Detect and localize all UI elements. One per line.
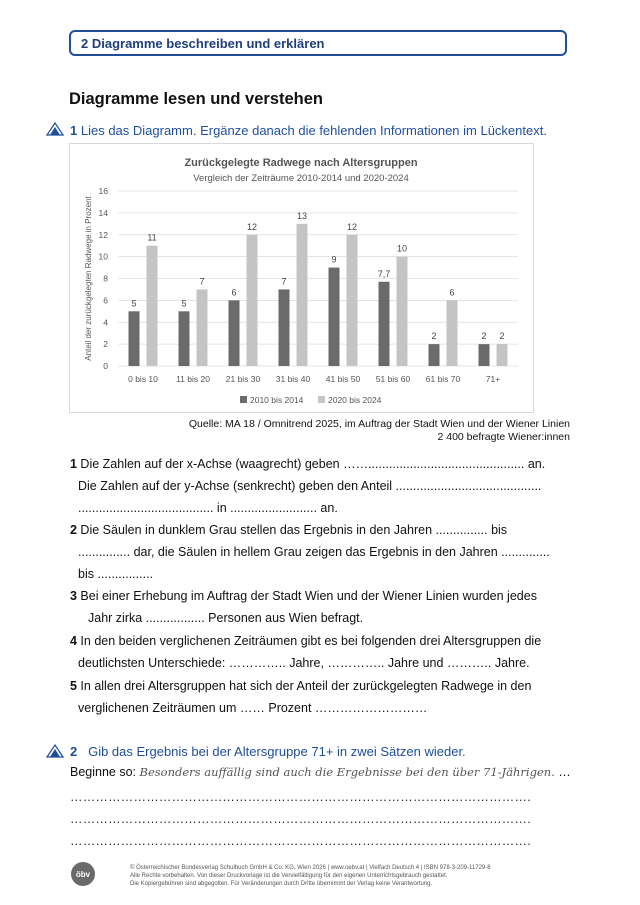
item-1-line-2: Die Zahlen auf der y-Achse (senkrecht) geben den Anteil .......................................... xyxy=(78,479,542,493)
bar xyxy=(429,344,440,366)
task-2-text: Gib das Ergebnis bei der Altersgruppe 71+ in zwei Sätzen wieder. xyxy=(88,744,466,759)
y-tick-label: 10 xyxy=(98,251,108,262)
chapter-header xyxy=(69,30,567,56)
data-label: 6 xyxy=(449,287,455,298)
chart-subtitle: Vergleich der Zeiträume 2010-2014 und 2020-2024 xyxy=(193,173,409,184)
y-tick-label: 0 xyxy=(103,361,108,371)
data-label: 2 xyxy=(481,331,487,342)
item-2-number: 2 xyxy=(70,523,77,537)
data-label: 10 xyxy=(396,243,408,254)
publisher-logo xyxy=(68,859,98,889)
data-label: 5 xyxy=(181,298,187,309)
legend-swatch xyxy=(240,396,247,403)
source-note xyxy=(189,418,570,444)
bar xyxy=(447,300,458,366)
y-tick-label: 14 xyxy=(98,207,108,218)
item-5-line-1 xyxy=(70,678,531,694)
beginne-line xyxy=(70,765,571,779)
footer xyxy=(130,864,491,888)
item-4-line-2: deutlichsten Unterschiede: ………….. Jahre, ………….. Jahre und ……….. Jahre. xyxy=(78,656,530,670)
beginne-label: Beginne so: xyxy=(70,765,140,779)
y-axis-label: Anteil der zurückgelegten Radwege in Prozent xyxy=(84,196,93,361)
task-1-number: 1 xyxy=(70,123,78,138)
chart-frame xyxy=(69,143,534,413)
bar xyxy=(397,257,408,366)
item-2-text: Die Säulen in dunklem Grau stellen das Ergebnis in den Jahren ............... bis xyxy=(76,523,508,537)
item-4-number: 4 xyxy=(70,634,77,648)
x-tick-label: 31 bis 40 xyxy=(275,374,311,384)
bar xyxy=(247,235,258,366)
task-2-number: 2 xyxy=(70,744,78,759)
task-1 xyxy=(70,123,547,138)
x-tick-label: 41 bis 50 xyxy=(325,374,361,384)
item-3-text: Bei einer Erhebung im Auftrag der Stadt Wien und der Wiener Linien wurden jedes xyxy=(76,589,537,603)
chart-title: Zurückgelegte Radwege nach Altersgruppen xyxy=(184,157,418,169)
item-1-number: 1 xyxy=(70,457,77,471)
item-5-text: In allen drei Altersgruppen hat sich der Anteil der zurückgelegten Radwege in den xyxy=(76,679,532,693)
item-2-line-2: ............... dar, die Säulen in hellem Grau zeigen das Ergebnis in den Jahren .............. xyxy=(78,545,550,559)
bar xyxy=(297,224,308,366)
answer-line-3: ………………………………………………………………………………………………. xyxy=(70,834,531,848)
item-3-line-1 xyxy=(70,588,537,604)
x-tick-label: 71+ xyxy=(485,374,501,384)
task-2 xyxy=(70,744,466,759)
legend-label: 2010 bis 2014 xyxy=(250,395,304,405)
legend-swatch xyxy=(318,396,325,403)
data-label: 2 xyxy=(431,331,437,342)
data-label: 11 xyxy=(147,232,157,243)
task-1-text: Lies das Diagramm. Ergänze danach die fehlenden Informationen im Lückentext. xyxy=(80,123,547,138)
legend-label: 2020 bis 2024 xyxy=(328,395,382,405)
source-line-2: 2 400 befragte Wiener:innen xyxy=(437,431,570,443)
chapter-title: 2 Diagramme beschreiben und erklären xyxy=(81,36,325,51)
item-4-line-1 xyxy=(70,633,541,649)
answer-line-2: ………………………………………………………………………………………………. xyxy=(70,812,531,826)
bar xyxy=(497,344,508,366)
x-tick-label: 61 bis 70 xyxy=(425,374,461,384)
data-label: 2 xyxy=(499,331,505,342)
x-tick-label: 0 bis 10 xyxy=(128,374,158,384)
x-tick-label: 21 bis 30 xyxy=(225,374,261,384)
item-3-line-2: Jahr zirka ................. Personen aus Wien befragt. xyxy=(88,611,364,625)
footer-line-2: Alle Rechte vorbehalten. Von dieser Druckvorlage ist die Vervielfältigung für den eigenen Unterrichtsgebrauch gestattet. xyxy=(130,873,448,879)
item-2-line-1 xyxy=(70,522,507,538)
data-label: 9 xyxy=(331,254,337,265)
bar xyxy=(347,235,358,366)
data-label: 7 xyxy=(281,276,287,287)
item-1-line-1 xyxy=(70,456,545,472)
y-tick-label: 8 xyxy=(103,273,108,284)
data-label: 12 xyxy=(346,221,358,232)
bar xyxy=(229,300,240,366)
beginne-tail: … xyxy=(554,765,571,779)
bar-chart xyxy=(70,144,533,412)
bar xyxy=(479,344,490,366)
data-label: 5 xyxy=(131,298,137,309)
item-5-number: 5 xyxy=(70,679,77,693)
difficulty-icon xyxy=(46,122,64,136)
item-1-line-3: ....................................... in ......................... an. xyxy=(78,501,338,515)
y-tick-label: 16 xyxy=(98,186,108,196)
x-tick-label: 11 bis 20 xyxy=(176,374,210,384)
bar xyxy=(329,268,340,366)
source-line-1: Quelle: MA 18 / Omnitrend 2025, im Auftrag der Stadt Wien und der Wiener Linien xyxy=(188,418,570,430)
data-label: 13 xyxy=(296,210,308,221)
y-tick-label: 12 xyxy=(98,229,108,240)
footer-line-1: © Österreichischer Bundesverlag Schulbuch GmbH & Co. KG, Wien 2026 | www.oebv.at | Vielfach Deutsch 4 | ISBN 978-3-209-11729-8 xyxy=(130,865,491,871)
item-4-text: In den beiden verglichenen Zeiträumen gibt es bei folgenden drei Altersgruppen die xyxy=(76,634,542,648)
data-label: 7 xyxy=(199,276,205,287)
data-label: 7,7 xyxy=(377,268,391,279)
bar xyxy=(279,289,290,366)
data-label: 12 xyxy=(246,221,258,232)
bar xyxy=(129,311,140,366)
logo-text: öbv xyxy=(75,870,91,879)
page-title: Diagramme lesen und verstehen xyxy=(69,90,324,108)
bar xyxy=(379,282,390,366)
item-5-line-2: verglichenen Zeiträumen um …… Prozent ……………………… xyxy=(78,701,428,715)
difficulty-icon-2 xyxy=(46,744,64,758)
handwritten-example: Besonders auffällig sind auch die Ergebnisse bei den über 71-Jährigen. xyxy=(139,765,555,779)
item-1-text: Die Zahlen auf der x-Achse (waagrecht) geben ……............................................. an. xyxy=(76,457,546,471)
item-3-number: 3 xyxy=(70,589,77,603)
bar xyxy=(147,246,158,366)
y-tick-label: 2 xyxy=(103,339,108,350)
y-tick-label: 4 xyxy=(103,317,108,328)
data-label: 6 xyxy=(231,287,237,298)
footer-line-3: Die Kopiergebühren sind abgegolten. Für Veränderungen durch Dritte übernimmt der Verlag keine Verantwortung. xyxy=(130,881,433,887)
item-2-line-3: bis ................ xyxy=(78,567,154,581)
x-tick-label: 51 bis 60 xyxy=(375,374,411,384)
y-tick-label: 6 xyxy=(103,295,108,306)
bar xyxy=(179,311,190,366)
answer-line-1: ………………………………………………………………………………………………. xyxy=(70,790,531,804)
bar xyxy=(197,289,208,366)
